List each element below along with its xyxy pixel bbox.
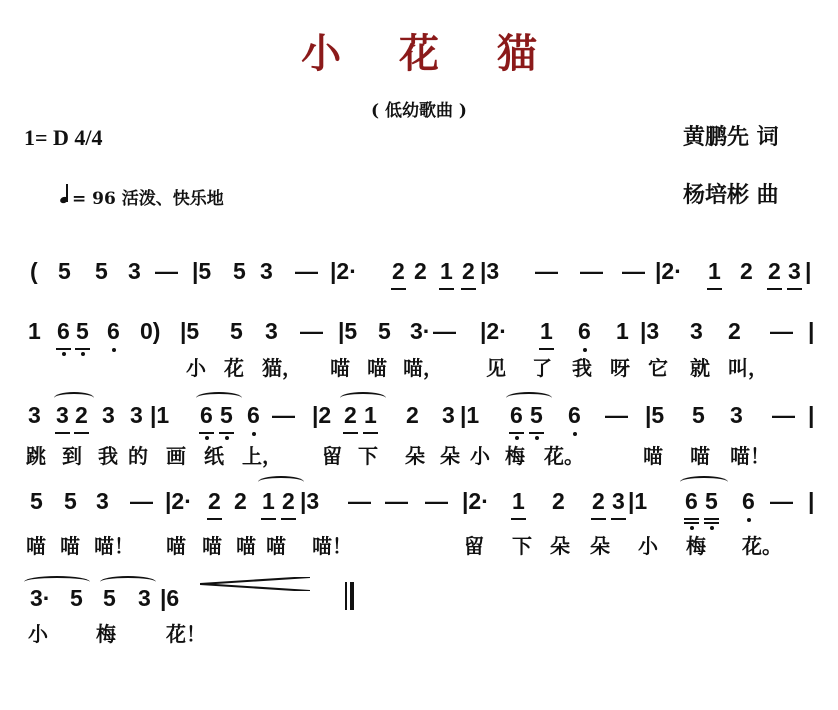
note-text: 2	[740, 258, 753, 284]
notation-line	[0, 402, 838, 442]
note-text: |	[808, 488, 815, 514]
note-text: —	[130, 488, 153, 514]
note	[130, 488, 153, 515]
note-text: |1	[628, 488, 648, 514]
note	[155, 258, 178, 285]
note-text: |1	[460, 402, 480, 428]
note-text: —	[155, 258, 178, 284]
note	[530, 402, 543, 429]
note	[770, 488, 793, 515]
note	[312, 402, 331, 429]
note-text: 6	[685, 488, 698, 514]
lyric-char: 小	[186, 356, 206, 380]
note-text: 3	[690, 318, 703, 344]
note	[605, 402, 628, 429]
note-text: 5	[378, 318, 391, 344]
note	[128, 258, 141, 285]
note-text: 2	[75, 402, 88, 428]
note	[160, 585, 179, 612]
note	[30, 585, 50, 612]
note	[788, 258, 801, 285]
note	[414, 258, 427, 285]
note	[338, 318, 357, 345]
note-text: |2·	[462, 488, 489, 514]
note	[480, 318, 507, 345]
lyric-char: 留	[464, 534, 484, 558]
note	[510, 402, 523, 429]
note	[685, 488, 698, 515]
note-text: —	[535, 258, 558, 284]
note-text: 6	[568, 402, 581, 428]
slur-mark	[340, 392, 386, 404]
note-text: |2	[312, 402, 332, 428]
note	[364, 402, 377, 429]
slur-mark	[258, 476, 304, 488]
note-text: |3	[480, 258, 500, 284]
lyric-char: 跳	[26, 444, 46, 468]
note	[440, 258, 453, 285]
note	[645, 402, 664, 429]
note-text: 5	[64, 488, 77, 514]
note-text: 1	[708, 258, 721, 284]
note-text: 5	[95, 258, 108, 284]
song-title: 小 花 猫	[301, 30, 559, 77]
note-text: |	[808, 318, 815, 344]
note	[805, 258, 811, 285]
note-text: 5	[530, 402, 543, 428]
lyric-char: 了	[532, 356, 552, 380]
note	[247, 402, 260, 429]
notation-line	[0, 258, 838, 298]
lyric-char: 见	[486, 356, 506, 380]
note-text: 5	[103, 585, 116, 611]
note	[808, 318, 814, 345]
note	[580, 258, 603, 285]
lyric-char: 朵	[550, 534, 570, 558]
note-text: |6	[160, 585, 180, 611]
note	[233, 258, 246, 285]
note-text: 2	[344, 402, 357, 428]
lyric-char: 朵	[440, 444, 460, 468]
lyric-char: 纸	[204, 444, 224, 468]
note-text: 5	[233, 258, 246, 284]
note-text: —	[622, 258, 645, 284]
note	[330, 258, 357, 285]
note-text: 5	[220, 402, 233, 428]
note	[612, 488, 625, 515]
note	[56, 402, 69, 429]
lyric-line	[0, 618, 838, 658]
note	[265, 318, 278, 345]
note	[28, 402, 41, 429]
note-text: 2	[768, 258, 781, 284]
lyric-char: 花	[224, 356, 244, 380]
lyric-char: 下	[358, 444, 378, 468]
notation-line	[0, 488, 838, 528]
note-text: 3	[128, 258, 141, 284]
lyric-line	[0, 530, 838, 570]
note-text: 2	[728, 318, 741, 344]
note	[76, 318, 89, 345]
note-text: 1	[512, 488, 525, 514]
lyric-char: 朵	[590, 534, 610, 558]
composer-credit: 杨培彬 曲	[683, 182, 779, 208]
note	[622, 258, 645, 285]
note	[442, 402, 455, 429]
note	[30, 258, 38, 285]
lyric-char: 喵	[690, 444, 710, 468]
note-text: 3	[56, 402, 69, 428]
note-text: 6	[107, 318, 120, 344]
note	[740, 258, 753, 285]
note	[742, 488, 755, 515]
note-text: 3	[265, 318, 278, 344]
lyric-char: 花。	[742, 534, 782, 558]
lyric-char: 叫，	[728, 356, 768, 380]
lyric-char: 喵	[60, 534, 80, 558]
note	[95, 258, 108, 285]
note	[260, 258, 273, 285]
note-text: 5	[705, 488, 718, 514]
song-subtitle: ( 低幼歌曲 )	[371, 101, 467, 121]
note-text: |5	[192, 258, 212, 284]
lyric-char: 喵	[26, 534, 46, 558]
lyric-char: 我	[572, 356, 592, 380]
note-text: —	[770, 318, 793, 344]
note-text: —	[770, 488, 793, 514]
note	[102, 402, 115, 429]
note	[28, 318, 41, 345]
lyric-char: 留	[322, 444, 342, 468]
note	[535, 258, 558, 285]
note	[107, 318, 120, 345]
note	[165, 488, 192, 515]
lyric-char: 喵	[330, 356, 350, 380]
note-text: —	[433, 318, 456, 344]
slur-mark	[24, 576, 90, 588]
note-text: 3	[102, 402, 115, 428]
note	[57, 318, 70, 345]
note-text: —	[348, 488, 371, 514]
note-text: 3	[28, 402, 41, 428]
lyric-char: 小	[470, 444, 490, 468]
lyric-char: 花！	[166, 622, 206, 646]
note-text: 6	[578, 318, 591, 344]
lyric-char: 喵	[202, 534, 222, 558]
note-text: —	[772, 402, 795, 428]
note-text: |2·	[330, 258, 357, 284]
note	[425, 488, 448, 515]
note-text: 3	[612, 488, 625, 514]
note-text: 3·	[410, 318, 431, 344]
note	[433, 318, 456, 345]
note	[460, 402, 479, 429]
note	[655, 258, 682, 285]
lyric-char: 的	[128, 444, 148, 468]
note	[64, 488, 77, 515]
lyric-char: 喵！	[730, 444, 770, 468]
note	[282, 488, 295, 515]
note-text: |5	[645, 402, 665, 428]
lyric-line	[0, 440, 838, 480]
lyric-char: 喵！	[312, 534, 352, 558]
note	[200, 402, 213, 429]
note	[772, 402, 795, 429]
note	[640, 318, 659, 345]
note	[462, 258, 475, 285]
note-text: 1	[540, 318, 553, 344]
note	[512, 488, 525, 515]
note-text: 3·	[30, 585, 51, 611]
note-text: —	[580, 258, 603, 284]
note-text: 2	[462, 258, 475, 284]
note-text: 6	[742, 488, 755, 514]
note	[406, 402, 419, 429]
note	[410, 318, 430, 345]
note	[30, 488, 43, 515]
note	[262, 488, 275, 515]
note	[692, 402, 705, 429]
note-text: 2	[552, 488, 565, 514]
note	[348, 488, 371, 515]
note	[75, 402, 88, 429]
lyric-char: 就	[690, 356, 710, 380]
note-text: 5	[70, 585, 83, 611]
note-text: 2	[406, 402, 419, 428]
note	[462, 488, 489, 515]
note-text: —	[295, 258, 318, 284]
note-text: |2·	[480, 318, 507, 344]
lyric-char: 它	[648, 356, 668, 380]
note-text: (	[30, 258, 38, 284]
quarter-note-icon	[60, 184, 70, 204]
lyric-char: 小	[28, 622, 48, 646]
lyric-char: 朵	[405, 444, 425, 468]
lyric-char: 上，	[242, 444, 282, 468]
note-text: 5	[230, 318, 243, 344]
note-text: |1	[150, 402, 170, 428]
note-text: |	[808, 402, 815, 428]
note	[234, 488, 247, 515]
note	[730, 402, 743, 429]
note	[140, 318, 160, 345]
lyric-char: 梅	[96, 622, 116, 646]
note-text: 1	[440, 258, 453, 284]
slur-mark	[680, 476, 728, 488]
note	[728, 318, 741, 345]
note-text: 1	[262, 488, 275, 514]
note	[705, 488, 718, 515]
note-text: |5	[180, 318, 200, 344]
note-text: |2·	[165, 488, 192, 514]
note-text: 1	[616, 318, 629, 344]
note	[690, 318, 703, 345]
lyric-char: 我	[98, 444, 118, 468]
note-text: 6	[510, 402, 523, 428]
note-text: |2·	[655, 258, 682, 284]
note-text: 2	[392, 258, 405, 284]
note	[480, 258, 499, 285]
note	[808, 488, 814, 515]
note	[616, 318, 629, 345]
note-text: 6	[247, 402, 260, 428]
tempo-text: = 96 活泼、快乐地	[72, 189, 224, 209]
note	[300, 488, 319, 515]
note	[103, 585, 116, 612]
note-text: 6	[57, 318, 70, 344]
note	[138, 585, 151, 612]
slur-mark	[506, 392, 552, 404]
note	[208, 488, 221, 515]
lyric-char: 梅	[686, 534, 706, 558]
lyric-char: 小	[638, 534, 658, 558]
note	[150, 402, 169, 429]
lyric-char: 画	[166, 444, 186, 468]
slur-mark	[100, 576, 156, 588]
note-text: 1	[364, 402, 377, 428]
note	[392, 258, 405, 285]
lyric-line	[0, 352, 838, 392]
note	[770, 318, 793, 345]
note-text: 5	[76, 318, 89, 344]
note	[708, 258, 721, 285]
note	[130, 402, 143, 429]
lyric-char: 喵	[643, 444, 663, 468]
lyric-char: 喵	[367, 356, 387, 380]
tempo-marking	[60, 184, 224, 209]
lyric-char: 喵	[166, 534, 186, 558]
note	[230, 318, 243, 345]
note	[768, 258, 781, 285]
note	[220, 402, 233, 429]
lyric-char: 呀	[610, 356, 630, 380]
lyric-char: 喵	[266, 534, 286, 558]
note-text: |5	[338, 318, 358, 344]
lyric-char: 到	[62, 444, 82, 468]
final-barline-thick	[350, 582, 354, 610]
note-text: 5	[58, 258, 71, 284]
note	[628, 488, 647, 515]
note	[578, 318, 591, 345]
note-text: |	[805, 258, 812, 284]
note	[592, 488, 605, 515]
note	[192, 258, 211, 285]
lyric-char: 喵！	[94, 534, 134, 558]
note-text: 2	[234, 488, 247, 514]
lyricist-credit: 黄鹏先 词	[683, 124, 779, 150]
note-text: 5	[30, 488, 43, 514]
note-text: 3	[788, 258, 801, 284]
note	[344, 402, 357, 429]
note-text: 0)	[140, 318, 161, 344]
lyric-char: 猫，	[262, 356, 302, 380]
note-text: 3	[138, 585, 151, 611]
note-text: 3	[96, 488, 109, 514]
lyric-char: 喵，	[403, 356, 443, 380]
note-text: 3	[260, 258, 273, 284]
lyric-char: 下	[512, 534, 532, 558]
note	[180, 318, 199, 345]
note	[295, 258, 318, 285]
slur-mark	[54, 392, 94, 404]
note	[385, 488, 408, 515]
note-text: 2	[282, 488, 295, 514]
final-barline-thin	[345, 582, 347, 610]
note-text: 5	[692, 402, 705, 428]
note-text: 2	[414, 258, 427, 284]
note-text: —	[425, 488, 448, 514]
lyric-char: 梅	[505, 444, 525, 468]
note	[552, 488, 565, 515]
note	[808, 402, 814, 429]
note-text: —	[300, 318, 323, 344]
note	[540, 318, 553, 345]
note-text: 3	[730, 402, 743, 428]
note-text: —	[272, 402, 295, 428]
slur-mark	[196, 392, 242, 404]
note	[300, 318, 323, 345]
note-text: 3	[130, 402, 143, 428]
note-text: 1	[28, 318, 41, 344]
diminuendo-hairpin	[200, 577, 310, 591]
lyric-char: 花。	[544, 444, 584, 468]
note	[378, 318, 391, 345]
note-text: |3	[300, 488, 320, 514]
key-signature: 1= D 4/4	[24, 125, 103, 150]
note-text: —	[605, 402, 628, 428]
note-text: 2	[208, 488, 221, 514]
note	[96, 488, 109, 515]
note	[272, 402, 295, 429]
note-text: 2	[592, 488, 605, 514]
note	[568, 402, 581, 429]
note	[70, 585, 83, 612]
note	[58, 258, 71, 285]
lyric-char: 喵	[236, 534, 256, 558]
note-text: 3	[442, 402, 455, 428]
note-text: |3	[640, 318, 660, 344]
note-text: 6	[200, 402, 213, 428]
note-text: —	[385, 488, 408, 514]
